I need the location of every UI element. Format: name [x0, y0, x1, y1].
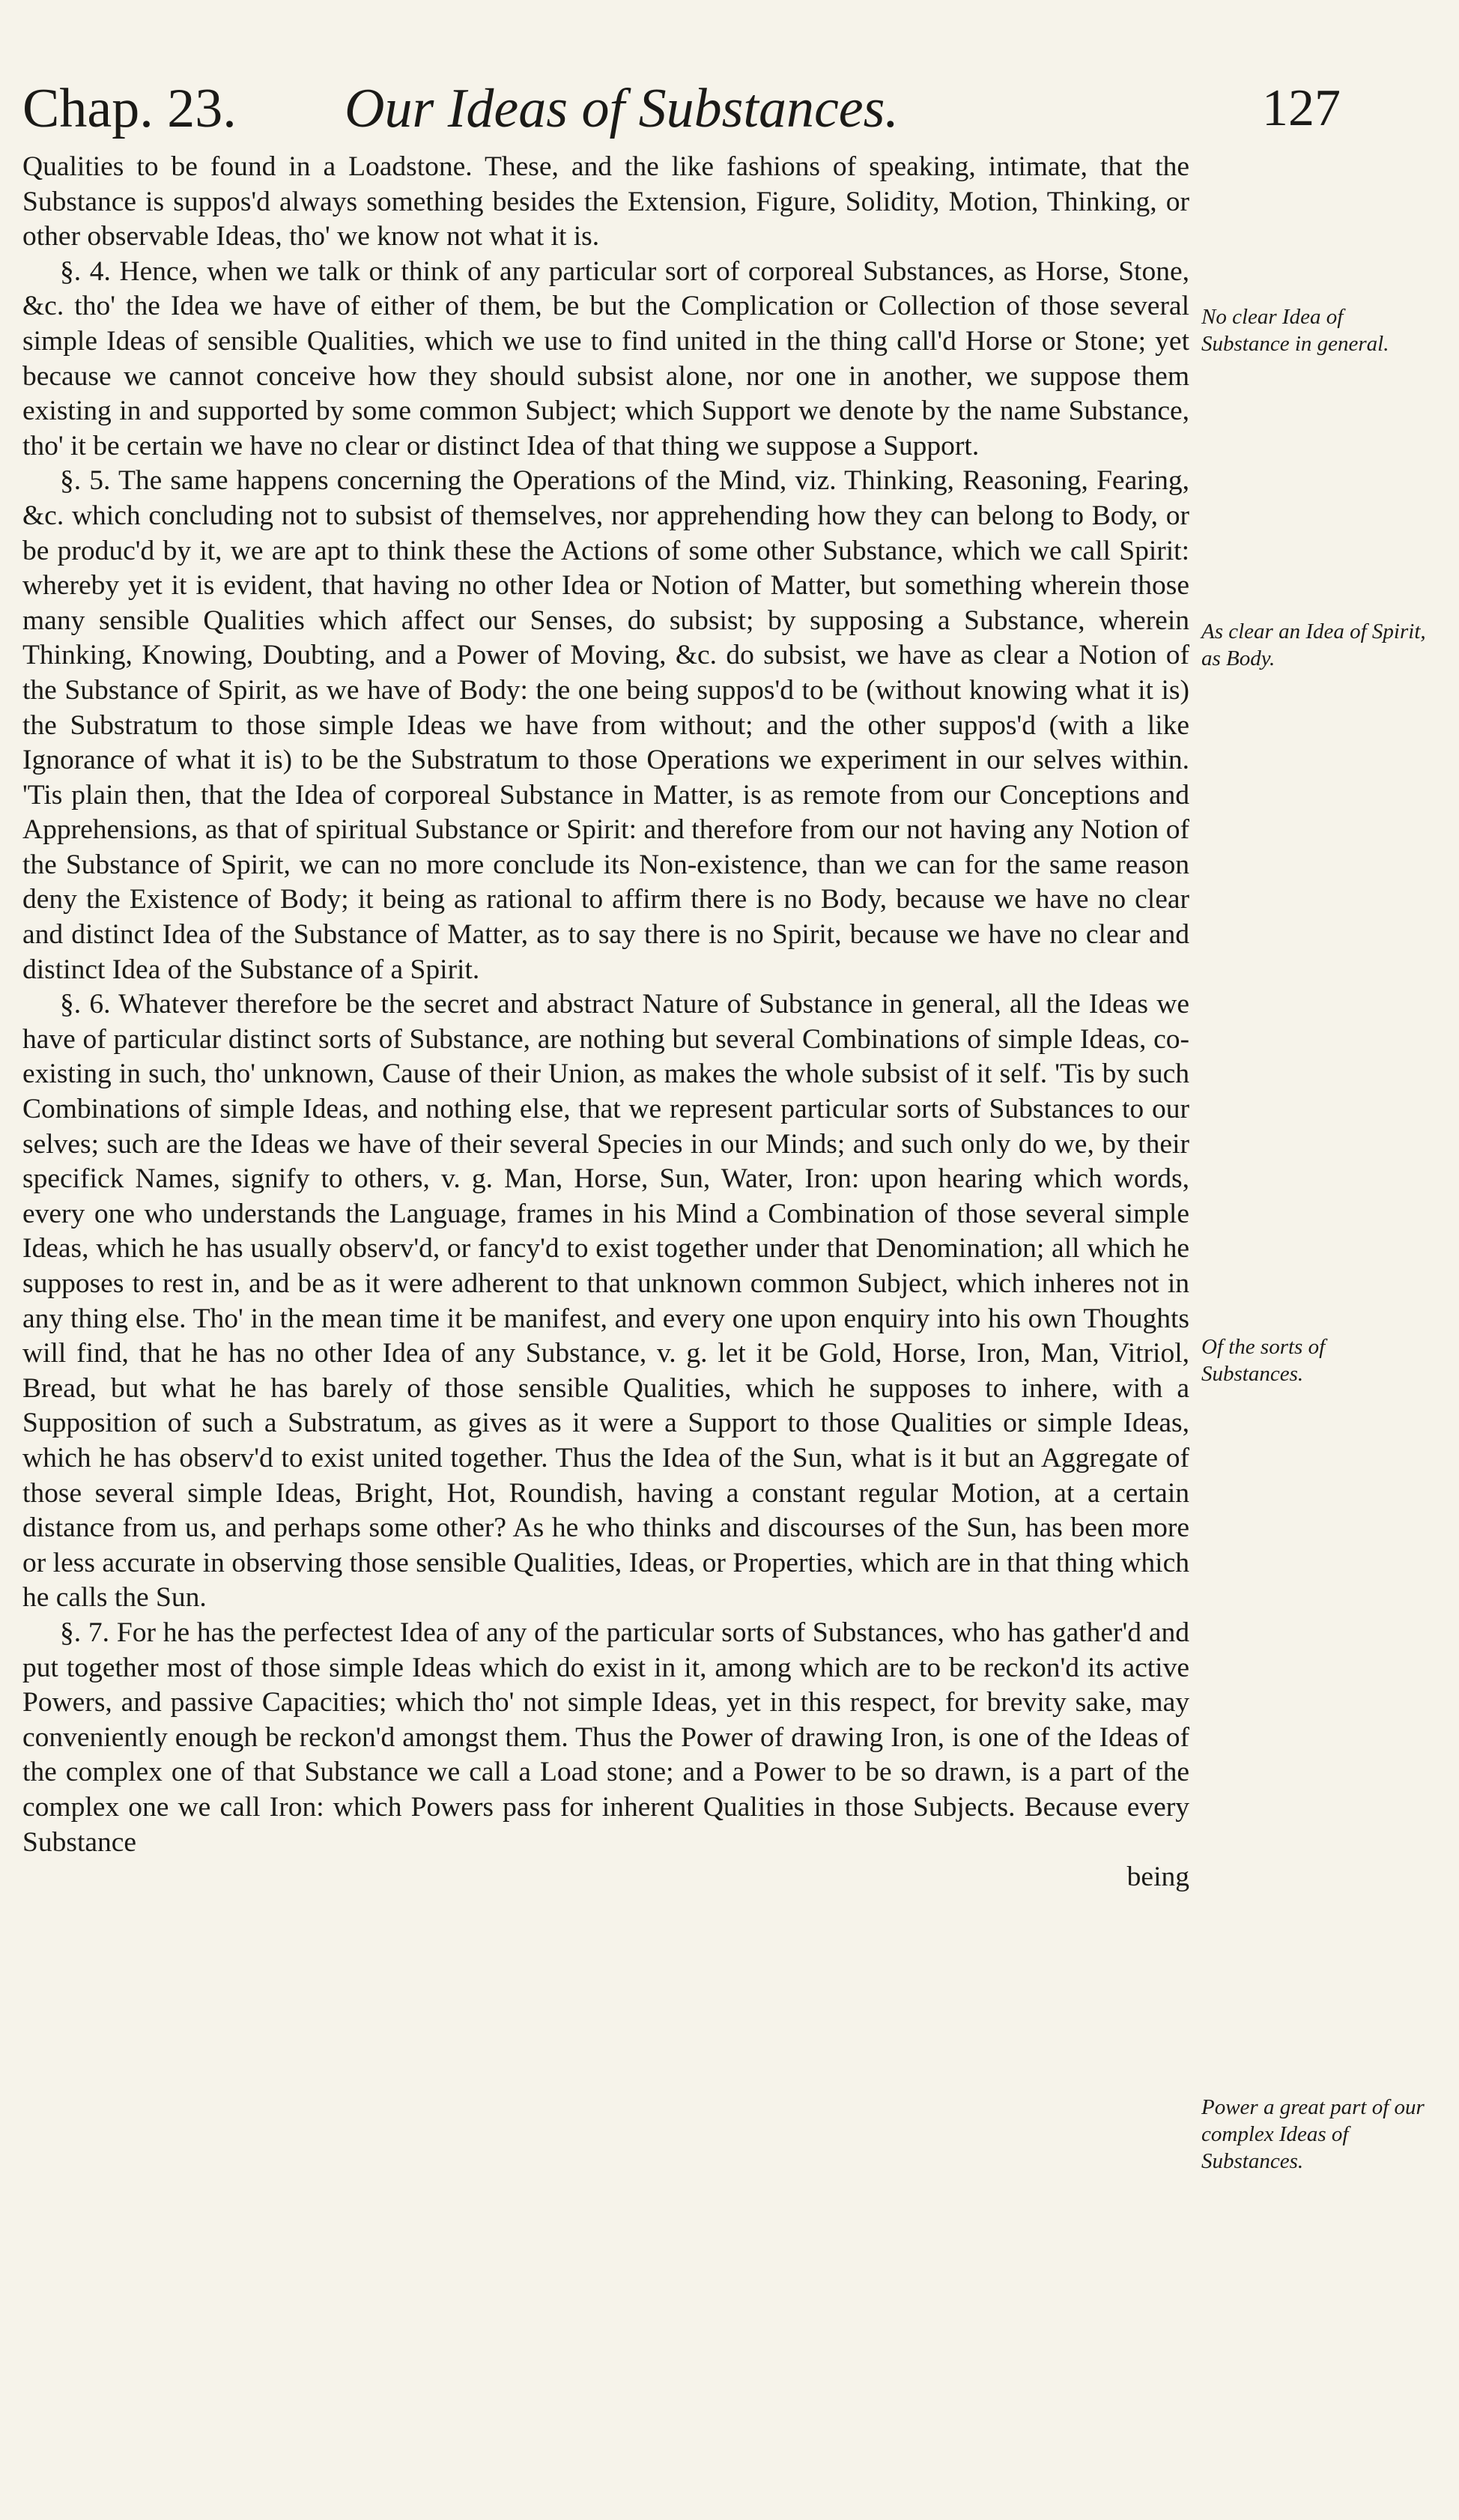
page-number: 127 [1262, 79, 1341, 137]
margin-note-section-4: No clear Idea of Substance in general. [1201, 305, 1389, 356]
paragraph-section-5: §. 5. The same happens concerning the Operations of the Mind, viz. Thinking, Reasoning, Fearing, &c. which concluding not to subsist of themselves, nor apprehending how they can belong to Body, or be produc'd by it, we are apt to think these the Actions of some other Substance, which we call Spirit: whereby yet it is evident, that having no other Idea or Notion of Matter, but something wherein those many sensible Qualities which affect our Senses, do subsist; by supposing a Substance, wherein Thinking, Knowing, Doubting, and a Power of Moving, &c. do subsist, we have as clear a Notion of the Substance of Spirit, as we have of Body: the one being suppos'd to be (without knowing what it is) the Substratum to those simple Ideas we have from without; and the other suppos'd (with a like Ignorance of what it is) to be the Substratum to those Operations we experiment in our selves within. 'Tis plain then, that the Idea of corporeal Substance in Matter, is as remote from our Conceptions and Apprehensions, as that of spiritual Substance or Spirit: and therefore from our not having any Notion of the Substance of Spirit, we can no more conclude its Non-existence, than we can for the same reason deny the Existence of Body; it being as rational to affirm there is no Body, because we have no clear and distinct Idea of the Substance of Matter, as to say there is no Spirit, because we have no clear and distinct Idea of the Substance of a Spirit. [22, 465, 1189, 985]
paragraph-section-7: §. 7. For he has the perfectest Idea of any of the particular sorts of Substances, who has gather'd and put together most of those simple Ideas which do exist in it, among which are to be reckon'd its active Powers, and passive Capacities; which tho' not simple Ideas, yet in this respect, for brevity sake, may conveniently enough be reckon'd amongst them. Thus the Power of drawing Iron, is one of the Ideas of the complex one of that Substance we call a Load stone; and a Power to be so drawn, is a part of the complex one we call Iron: which Powers pass for inherent Qualities in those Subjects. Because every Substance [22, 1617, 1189, 1858]
chapter-label: Chap. 23. [22, 78, 237, 139]
paragraph-section-6: §. 6. Whatever therefore be the secret and abstract Nature of Substance in general, all the Ideas we have of particular distinct sorts of Substance, are nothing but several Combinations of simple Ideas, co-existing in such, tho' unknown, Cause of their Union, as makes the whole subsist of it self. 'Tis by such Combinations of simple Ideas, and nothing else, that we represent particular sorts of Substances to our selves; such are the Ideas we have of their several Species in our Minds; and such only do we, by their specifick Names, signify to others, v. g. Man, Horse, Sun, Water, Iron: upon hearing which words, every one who understands the Language, frames in his Mind a Combination of those several simple Ideas, which he has usually observ'd, or fancy'd to exist together under that Denomination; all which he supposes to rest in, and be as it were adherent to that unknown common Subject, which inheres not in any thing else. Tho' in the mean time it be manifest, and every one upon enquiry into his own Thoughts will find, that he has no other Idea of any Substance, v. g. let it be Gold, Horse, Iron, Man, Vitriol, Bread, but what he has barely of those sensible Qualities, which he supposes to inhere, with a Supposition of such a Substratum, as gives as it were a Support to those Qualities or simple Ideas, which he has observ'd to exist united together. Thus the Idea of the Sun, what is it but an Aggregate of those several simple Ideas, Bright, Hot, Roundish, having a constant regular Motion, at a certain distance from us, and perhaps some other? As he who thinks and discourses of the Sun, has been more or less accurate in observing those sensible Qualities, Ideas, or Properties, which are in that thing which he calls the Sun. [22, 989, 1189, 1614]
paragraph-continuation: Qualities to be found in a Loadstone. These, and the like fashions of speaking, intimate, that the Substance is suppos'd always something besides the Extension, Figure, Solidity, Motion, Thinking, or other observable Ideas, tho' we know not what it is. [22, 151, 1189, 252]
margin-note-section-5: As clear an Idea of Spirit, as Body. [1201, 620, 1426, 670]
running-header [22, 75, 1341, 142]
body-text [22, 150, 1189, 1895]
paragraph-section-4: §. 4. Hence, when we talk or think of any particular sort of corporeal Substances, as Horse, Stone, &c. tho' the Idea we have of either of them, be but the Complication or Collection of those several simple Ideas of sensible Qualities, which we use to find united in the thing call'd Horse or Stone; yet because we cannot conceive how they should subsist alone, nor one in another, we suppose them existing in and supported by some common Subject; which Support we denote by the name Substance, tho' it be certain we have no clear or distinct Idea of that thing we suppose a Support. [22, 255, 1189, 461]
catchword: being [1126, 1862, 1189, 1893]
margin-note-section-6: Of the sorts of Substances. [1201, 1335, 1326, 1386]
running-title: Our Ideas of Substances. [345, 78, 899, 139]
margin-note-section-7: Power a great part of our complex Ideas of Substances. [1201, 2095, 1425, 2173]
